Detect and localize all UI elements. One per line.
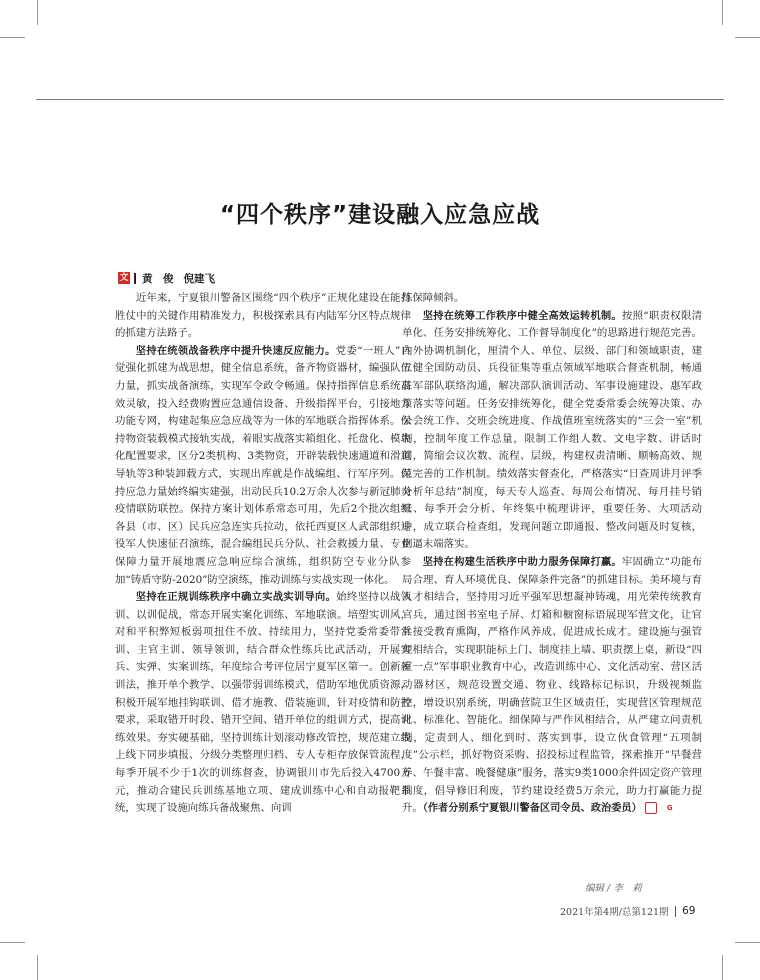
header-rule bbox=[36, 99, 724, 100]
paragraph-lead: 坚持在构建生活秩序中助力服务保障打赢。 bbox=[422, 556, 622, 568]
paragraph bbox=[115, 290, 411, 343]
page-number: 69 bbox=[682, 905, 696, 917]
page-footer bbox=[560, 904, 695, 918]
article-title: “四个秩序”建设融入应急应战 bbox=[219, 202, 541, 228]
author-name: 黄 俊 bbox=[142, 272, 174, 285]
crop-mark bbox=[0, 37, 25, 38]
end-mark-icon: G bbox=[645, 802, 657, 814]
paragraph bbox=[115, 343, 411, 589]
paragraph-continued bbox=[402, 290, 702, 308]
author-note: （作者分别系宁夏银川警备区司令员、政治委员） bbox=[422, 803, 642, 815]
paragraph-text: 牢固确立“功能布局合理、育人环境优良、保障条件完备”的抓建目标。美环境与育人才相结合，坚持用习近平强军思想凝神铸魂，用光荣传统教育官兵，通过图书室电子屏、灯箱和橱窗标语展现军营文化，让官兵接受教育熏陶，严格作风养成、促进成长成才。建设施与强管理相结合，实现职能标上门、制度挂上墙、职责摆上桌，新设“四室一点”军事职业教育中心，改造训练中心、文化活动室、营区活动器材区，规范设置交通、物业、线路标记标识，升级视频监控，增设识别系统，明确营院卫生区域责任，实现营区管理规范化、标准化、智能化。细保障与严作风相结合，从严建立问责机制，定责到人、细化到时、落实到事，设立伙食管理“五项制度”公示栏，抓好物资采购、招投标过程监管，探索推开“早餐营养、午餐丰富、晚餐健康”服务，落实9类1000余件固定资产管理制度，倡导修旧利废，节约建设经费5万余元，助力打赢能力提升。 bbox=[402, 555, 703, 815]
issue-info: 2021年第4期/总第121期 bbox=[560, 907, 669, 918]
paragraph-lead: 坚持在统筹工作秩序中健全高效运转机制。 bbox=[422, 310, 622, 322]
footer-divider bbox=[675, 906, 677, 917]
crop-mark bbox=[37, 0, 38, 25]
author-name: 倪建飞 bbox=[183, 272, 215, 285]
crop-mark bbox=[735, 37, 760, 38]
paragraph-text: 始终坚持以战领训、以训促战，常态开展实案化训练、军地联演。培塑实训风，对和平积弊短板弱项扭住不放、持续用力，坚持党委常委带常训、主官主训、领导领训，结合群众性练兵比武活动，开展实兵、实弹、实案训练，年度综合考评位居宁夏军区第一。创新新训法，推开单个教学、以强带弱训练模式，借助军地优质资源，积极开展军地挂钩联训、借才施教、借装施训，针对疫情和防控要求，采取错开时段、错开空间、错开单位的组训方式，提高训练效果。夯实硬基础，坚持训练计划滚动修改管控，规范建立线上线下同步填报、分级分类整理归档、专人专柜存放保管流程，每季开展不少于1次的训练督查，协调银川市先后投入4700万元，推动合建民兵训练基地立项、建成训练中心和自动报靶系统，实现了设施向练兵备战聚焦、向训 bbox=[115, 591, 412, 815]
paragraph bbox=[115, 589, 411, 818]
byline-icon: 文 bbox=[119, 273, 129, 283]
crop-mark bbox=[37, 955, 38, 980]
paragraph-text: 近年来，宁夏银川警备区围绕“四个秩序”正规化建设在能打胜仗中的关键作用精准发力，积极探索具有内陆军分区特点规律的抓建方法路子。 bbox=[115, 292, 411, 340]
paragraph-lead: 坚持在正规训练秩序中确立实战实训导向。 bbox=[135, 592, 337, 604]
right-column bbox=[402, 290, 702, 818]
paragraph-text: 党委“一班人”自觉强化抓建为战思想，健全信息系统，备齐物资器材，编强队伍力量，抓实战备演练，实现军令政令畅通。保持指挥信息系统高效灵敏，投入经费购置应急通信设备、升级指挥平台，引接地方功能专网，构建起集应急应战等为一体的军地联合指挥体系。保持物资装载模式接轨实战，着眼实战落实箱组化、托盘化、模块化配置要求，区分2类机构、3类物资，开辟装载快速通道和滑道导轨等3种装卸载方式，实现出库就是作战编组、行军序列。保持应急力量始终编实建强，出动民兵10.2万余人次参与新冠肺炎疫情联防联控。保持方案计划体系常态可用，先后2个批次组织各县（市、区）民兵应急连实兵拉动，依托西夏区人武部组织退役军人快速征召演练，混合编组民兵分队、社会救援力量、专业保障力量开展地震应急响应综合演练，组织防空专业分队参加“铸盾守防-2020”防空演练，推动训练与实战实现一体化。 bbox=[115, 344, 412, 586]
crop-mark bbox=[722, 0, 723, 25]
paragraph-text: 按照“职责权限清单化、任务安排统筹化、工作督导制度化”的思路进行规范完善。内外协调机制化，厘清个人、单位、层级、部门和领域职责，建立健全国防动员、兵役征集等重点领域军地联合督查机制，畅通驻军部队联络沟通，解决部队演训活动、军事设施建设、惠军政策落实等问题。任务安排统筹化，健全党委常委会统筹决策、办公会统工作、交班会统进度、作战值班室统落实的“三会一室”机制，控制年度工作总量，限制工作组人数、文电字数、讲话时间，简缩会议次数、流程、层级，构建权责清晰、顺畅高效、规范完善的工作机制。绩效落实督查化，严格落实“日查周讲月评季分析年总结”制度，每天专人巡查、每周公布情况、每月挂号销账、每季开会分析、年终集中梳理讲评，重要任务、大项活动中，成立联合检查组，发现问题立即通报、整改问题及时复核，倒逼末端落实。 bbox=[402, 309, 703, 551]
left-column bbox=[115, 290, 411, 818]
byline bbox=[118, 271, 225, 285]
editor-credit: 编辑 / 李 莉 bbox=[585, 883, 642, 894]
crop-mark bbox=[722, 955, 723, 980]
paragraph bbox=[402, 554, 702, 818]
crop-mark bbox=[0, 942, 25, 943]
crop-mark bbox=[735, 942, 760, 943]
byline-divider bbox=[134, 273, 136, 284]
paragraph-lead: 坚持在统领战备秩序中提升快速反应能力。 bbox=[135, 345, 336, 357]
paragraph-text: 练保障倾斜。 bbox=[402, 292, 465, 304]
paragraph bbox=[402, 308, 702, 554]
